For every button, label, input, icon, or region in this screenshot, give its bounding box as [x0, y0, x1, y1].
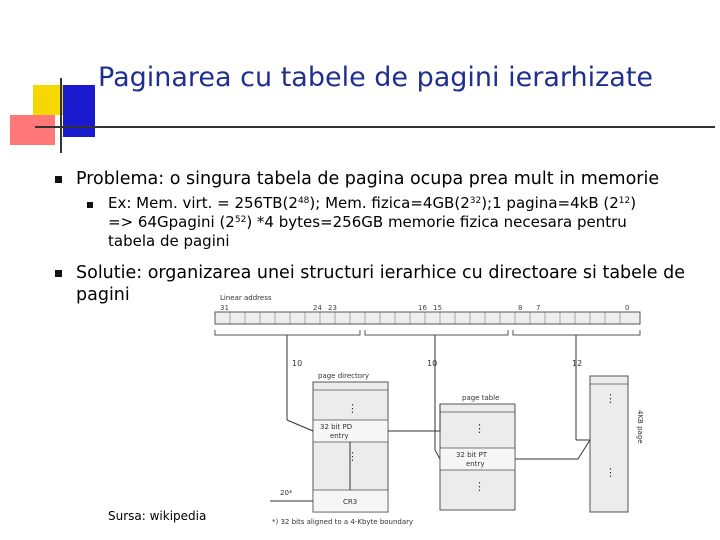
page-directory-label: page directory — [318, 372, 370, 380]
bit-24: 24 — [313, 304, 322, 312]
field-width-offset: 12 — [572, 359, 583, 368]
slide-title: Paginarea cu tabele de pagini ierarhizate — [98, 62, 654, 93]
deco-horizontal-line — [35, 126, 715, 128]
page-ellipsis: ⋮ — [605, 392, 616, 405]
cr3-label: CR3 — [343, 498, 358, 506]
page-directory-ellipsis: ⋮ — [347, 402, 358, 415]
paging-diagram — [200, 290, 650, 530]
sub-bullet-line-3: tabela de pagini — [108, 232, 230, 250]
page-directory-ellipsis-2: ⋮ — [347, 450, 358, 463]
pt-entry-label-2: entry — [466, 460, 485, 468]
deco-red-square — [10, 115, 55, 145]
source-note: Sursa: wikipedia — [108, 509, 207, 523]
sub-bullet-example — [108, 194, 708, 251]
page-table-label: page table — [462, 394, 500, 402]
sub-bullet-marker — [87, 202, 93, 208]
bullet-problema: Problema: o singura tabela de pagina ocupa prea mult in memorie — [76, 169, 660, 189]
bit-16: 16 — [418, 304, 427, 312]
page-table-ellipsis: ⋮ — [474, 422, 485, 435]
bit-8: 8 — [518, 304, 523, 312]
deco-yellow-square — [33, 85, 63, 115]
linear-address-label: Linear address — [220, 294, 272, 302]
page-label: 4KB page — [636, 410, 644, 444]
page-ellipsis-2: ⋮ — [605, 466, 616, 479]
sub-bullet-line-1: Ex: Mem. virt. = $256TB(2^{48})$; Mem. $fizica=4GB(2^{32});1$ pagina=4kB $(2^{12})$ — [108, 194, 637, 212]
bullet-marker — [55, 176, 62, 183]
deco-blue-square — [63, 85, 95, 137]
pd-entry-label-2: entry — [330, 432, 349, 440]
bit-23: 23 — [328, 304, 337, 312]
page-table-ellipsis-2: ⋮ — [474, 480, 485, 493]
footnote: *) 32 bits aligned to a 4-Kbyte boundary — [272, 518, 414, 526]
field-width-dir: 10 — [292, 359, 303, 368]
bit-31: 31 — [220, 304, 229, 312]
deco-vertical-line — [60, 78, 62, 153]
bullet-marker — [55, 270, 62, 277]
pd-entry-label-1: 32 bit PD — [320, 423, 353, 431]
sub-bullet-line-2: => 64Gpagini $(2^{52})$ *4 bytes=256GB memorie fizica necesara pentru — [108, 213, 627, 231]
star-label: 20* — [280, 489, 293, 497]
field-brackets — [215, 330, 640, 335]
linear-address-box — [215, 312, 640, 324]
bullet-solutie-line-1: Solutie: organizarea unei structuri ierarhice cu directoare si tabele de — [76, 263, 685, 283]
bullet-solutie-line-2: pagini — [76, 285, 130, 305]
bit-7: 7 — [536, 304, 541, 312]
pt-entry-label-1: 32 bit PT — [456, 451, 487, 459]
bit-15: 15 — [433, 304, 442, 312]
field-width-table: 10 — [427, 359, 438, 368]
bit-labels — [220, 304, 629, 312]
bit-0: 0 — [625, 304, 630, 312]
